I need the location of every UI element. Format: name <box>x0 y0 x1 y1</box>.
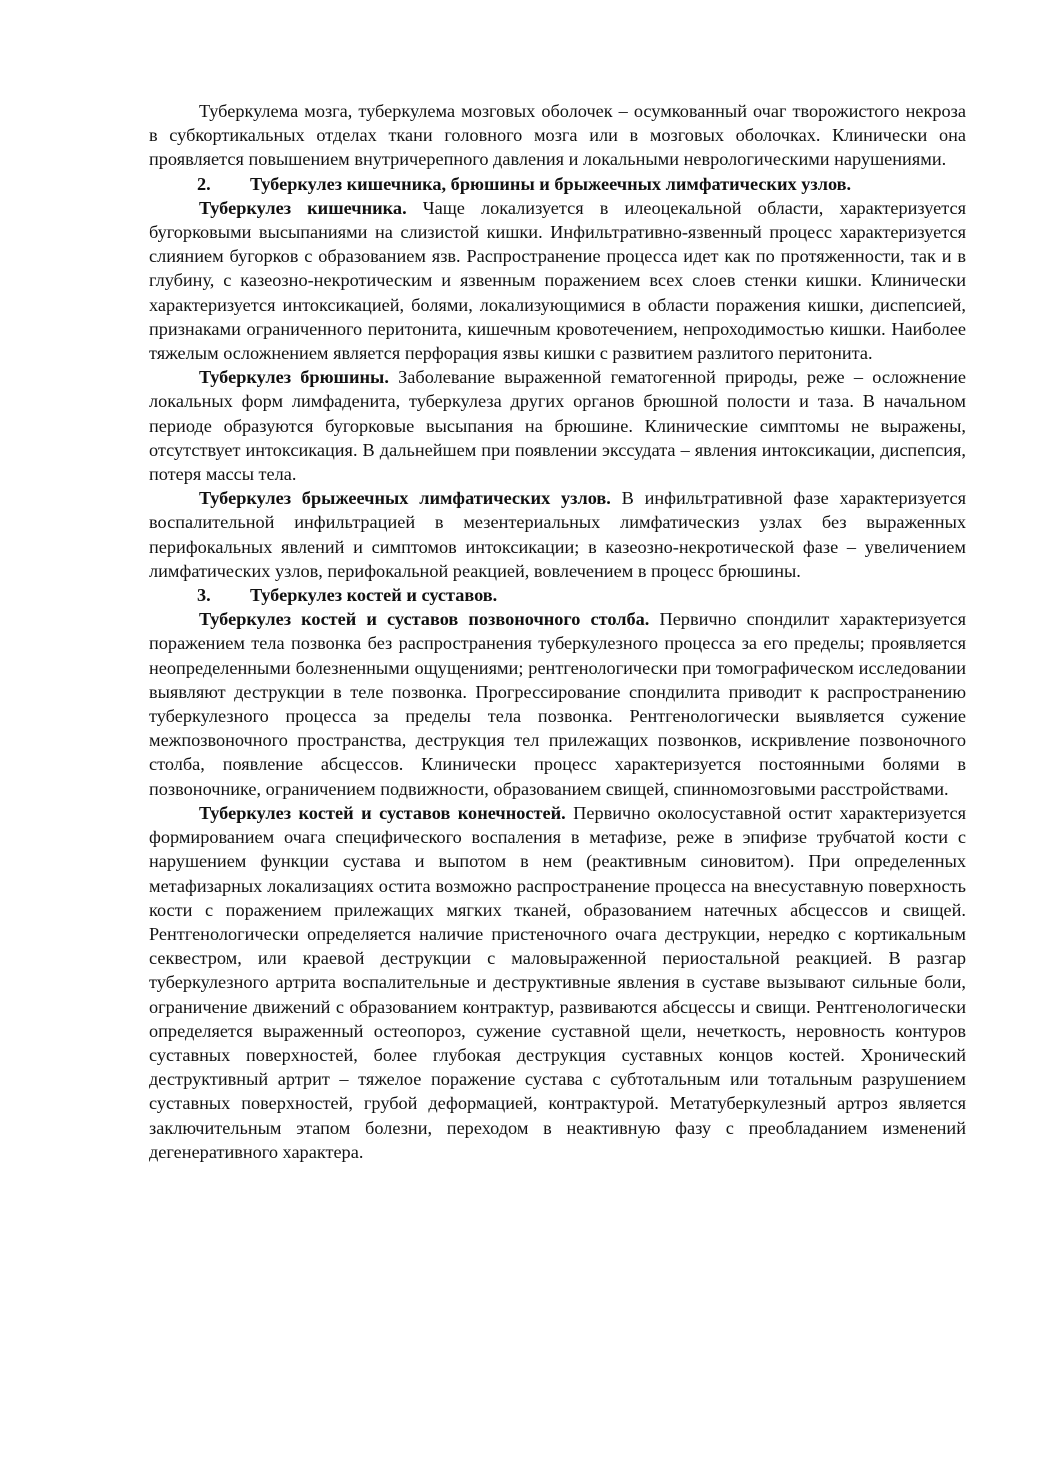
paragraph-intestine <box>149 196 966 365</box>
paragraph-peritoneum <box>149 365 966 486</box>
paragraph-tuberculoma <box>149 99 966 172</box>
paragraph-text: Первично околосуставной остит характеризуется формированием очага специфического воспаления в метафизе, реже в эпифизе трубчатой кости с нарушением функции сустава и выпотом в нем (реактивным синовитом). При определенных метафизарных локализациях остита возможно распространение процесса на внесуставную поверхность кости с поражением прилежащих мягких тканей, образованием натечных абсцессов и свищей. Рентгенологически определяется наличие пристеночного очага деструкции, нередко с кортикальным секвестром, или краевой деструкции с маловыраженной периостальной реакцией. В разгар туберкулезного артрита воспалительные и деструктивные явления в суставе вызывают сильные боли, ограничение движений с образованием контрактур, развиваются абсцессы и свищи. Рентгенологически определяется выраженный остеопороз, сужение суставной щели, нечеткость, неровность контуров суставных поверхностей, более глубокая деструкция суставных концов костей. Хронический деструктивный артрит – тяжелое поражение сустава с субтотальным или тотальным разрушением суставных поверхностей, грубой деформацией, контрактурой. Метатуберкулезный артроз является заключительным этапом болезни, переходом в неактивную фазу с преобладанием изменений дегенеративного характера. <box>149 802 966 1162</box>
paragraph-text: Туберкулема мозга, туберкулема мозговых оболочек – осумкованный очаг творожистого некроза в субкортикальных отделах ткани головного мозга или в мозговых оболочках. Клинически она проявляется повышением внутричерепного давления и локальными неврологическими нарушениями. <box>149 101 966 170</box>
section-number: 3. <box>197 585 211 606</box>
section-heading-2 <box>149 172 966 196</box>
paragraph-spine <box>149 607 966 801</box>
paragraph-mesenteric-nodes <box>149 486 966 583</box>
paragraph-text: В инфильтративной фазе характеризуется воспалительной инфильтрацией в мезентериальных лимфатическиз узлах без выраженных перифокальных явлений и симптомов интоксикации; в казеозно-некротической фазе – увеличением лимфатических узлов, перифокальной реакцией, вовлечением в процесс брюшины. <box>149 488 966 581</box>
document-page <box>149 99 966 1164</box>
section-title: Туберкулез кишечника, брюшины и брыжеечных лимфатических узлов. <box>250 173 852 194</box>
paragraph-lead: Туберкулез костей и суставов конечностей. <box>199 802 566 823</box>
paragraph-limbs <box>149 801 966 1164</box>
paragraph-text: Первично спондилит характеризуется поражением тела позвонка без распространения туберкулезного процесса за его пределы; проявляется неопределенными болезненными ощущениями; рентгенологически при томографическом исследовании выявляют деструкции в теле позвонка. Прогрессирование спондилита приводит к распространению туберкулезного процесса за пределы тела позвонка. Рентгенологически выявляется сужение межпозвоночного пространства, деструкция тел прилежащих позвонков, искривление позвоночного столба, появление абсцессов. Клинически процесс характеризуется постоянными болями в позвоночнике, ограничением подвижности, образованием свищей, спинномозговыми расстройствами. <box>149 609 966 799</box>
paragraph-lead: Туберкулез кишечника. <box>199 197 407 218</box>
paragraph-lead: Туберкулез брюшины. <box>199 367 389 388</box>
section-heading-3 <box>149 583 966 607</box>
paragraph-text: Чаще локализуется в илеоцекальной области, характеризуется бугорковыми высыпаниями на слизистой кишки. Инфильтративно-язвенный процесс характеризуется слиянием бугорков с образованием язв. Распространение процесса идет как по протяженности, так и в глубину, с казеозно-некротическим и язвенным поражением всех слоев стенки кишки. Клинически характеризуется интоксикацией, болями, локализующимися в области поражения кишки, диспепсией, признаками ограниченного перитонита, кишечным кровотечением, непроходимостью кишки. Наиболее тяжелым осложнением является перфорация язвы кишки с развитием разлитого перитонита. <box>149 197 966 364</box>
paragraph-lead: Туберкулез костей и суставов позвоночного столба. <box>199 609 650 630</box>
paragraph-lead: Туберкулез брыжеечных лимфатических узлов. <box>199 488 611 509</box>
section-number: 2. <box>197 173 211 194</box>
paragraph-text: Заболевание выраженной гематогенной природы, реже – осложнение локальных форм лимфаденита, туберкулеза других органов брюшной полости и таза. В начальном периоде образуются бугорковые высыпания на брюшине. Клинические симптомы не выражены, отсутствует интоксикация. В дальнейшем при появлении экссудата – явления интоксикации, диспепсия, потеря массы тела. <box>149 367 966 485</box>
section-title: Туберкулез костей и суставов. <box>250 585 498 606</box>
